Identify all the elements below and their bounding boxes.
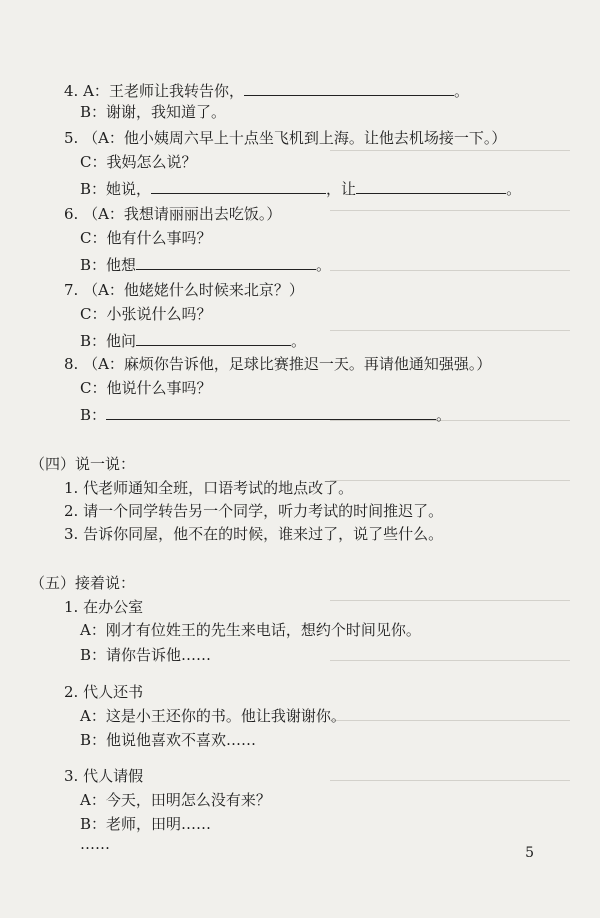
item-6-c-text: 他有什么事吗？ <box>106 229 212 247</box>
speaker-b: B： <box>80 103 107 121</box>
section-5-item-2-a: A：这是小王还你的书。他让我谢谢你。 <box>80 707 346 725</box>
punctuation: 。 <box>506 180 522 198</box>
speaker-a: A： <box>83 82 109 100</box>
section-5-item-3-a: A：今天，田明怎么没有来？ <box>80 791 271 809</box>
punctuation: 。 <box>316 256 332 274</box>
item-5-blank-2[interactable] <box>356 178 506 194</box>
speaker-c: C： <box>80 305 107 323</box>
section-4-item-3: 3. 告诉你同屋，他不在的时候，谁来过了，说了些什么。 <box>64 525 444 543</box>
item-number: 6. <box>64 205 79 223</box>
punctuation: 。 <box>436 406 452 424</box>
item-7-c <box>80 304 212 324</box>
punctuation: 。 <box>453 82 469 100</box>
section-5-item-3-c: …… <box>80 835 110 853</box>
item-8-blank[interactable] <box>106 404 436 420</box>
item-8-prompt-text: （A：麻烦你告诉他，足球比赛推迟一天。再请他通知强强。） <box>83 355 492 373</box>
item-7-prompt <box>64 280 304 300</box>
item-7-c-text: 小张说什么吗？ <box>106 305 212 323</box>
speaker-b: B： <box>80 180 107 198</box>
speaker-c: C： <box>80 153 107 171</box>
item-6-prompt <box>64 204 281 224</box>
item-4-a <box>64 80 469 101</box>
item-5-b-mid: ，让 <box>326 180 357 198</box>
punctuation: 。 <box>291 332 307 350</box>
speaker-b: B： <box>80 406 107 424</box>
item-8-prompt <box>64 354 491 374</box>
item-5-b-text: 她说， <box>106 180 152 198</box>
item-5-blank-1[interactable] <box>151 178 326 194</box>
item-7-b <box>80 330 306 351</box>
item-7-blank[interactable] <box>136 330 291 346</box>
section-5-item-2-b: B：他说他喜欢不喜欢…… <box>80 731 257 749</box>
item-8-b <box>80 404 451 425</box>
item-5-c-text: 我妈怎么说？ <box>106 153 197 171</box>
speaker-c: C： <box>80 379 107 397</box>
item-number: 5. <box>64 129 79 147</box>
item-8-c <box>80 378 212 398</box>
item-4-blank[interactable] <box>244 80 454 96</box>
speaker-b: B： <box>80 256 107 274</box>
section-5-item-3-title: 3. 代人请假 <box>64 767 144 785</box>
speaker-c: C： <box>80 229 107 247</box>
speaker-b: B： <box>80 332 107 350</box>
section-5-item-1-a: A：刚才有位姓王的先生来电话，想约个时间见你。 <box>80 621 421 639</box>
item-4-a-text: 王老师让我转告你， <box>108 82 244 100</box>
section-5-item-1-title: 1. 在办公室 <box>64 598 144 616</box>
item-5-c <box>80 152 197 172</box>
section-4-item-1: 1. 代老师通知全班，口语考试的地点改了。 <box>64 479 354 497</box>
item-number: 8. <box>64 355 79 373</box>
section-5-item-3-b: B：老师，田明…… <box>80 815 212 833</box>
item-6-prompt-text: （A：我想请丽丽出去吃饭。） <box>83 205 282 223</box>
item-7-prompt-text: （A：他姥姥什么时候来北京？） <box>83 281 304 299</box>
item-5-prompt <box>64 128 506 148</box>
item-8-c-text: 他说什么事吗？ <box>106 379 212 397</box>
section-5-heading: （五）接着说： <box>30 574 136 592</box>
section-4-item-2: 2. 请一个同学转告另一个同学，听力考试的时间推迟了。 <box>64 502 444 520</box>
item-number: 4. <box>64 82 79 100</box>
item-6-blank[interactable] <box>136 254 316 270</box>
section-5-item-1-b: B：请你告诉他…… <box>80 646 212 664</box>
section-4-heading: （四）说一说： <box>30 455 136 473</box>
item-5-b <box>80 178 521 199</box>
item-5-prompt-text: （A：他小姨周六早上十点坐飞机到上海。让他去机场接一下。） <box>83 129 507 147</box>
item-6-b <box>80 254 331 275</box>
page-number: 5 <box>525 845 534 861</box>
item-4-b-text: 谢谢，我知道了。 <box>106 103 227 121</box>
item-6-b-text: 他想 <box>106 256 137 274</box>
section-5-item-2-title: 2. 代人还书 <box>64 683 144 701</box>
item-number: 7. <box>64 281 79 299</box>
item-4-b <box>80 102 226 122</box>
item-7-b-text: 他问 <box>106 332 137 350</box>
item-6-c <box>80 228 212 248</box>
